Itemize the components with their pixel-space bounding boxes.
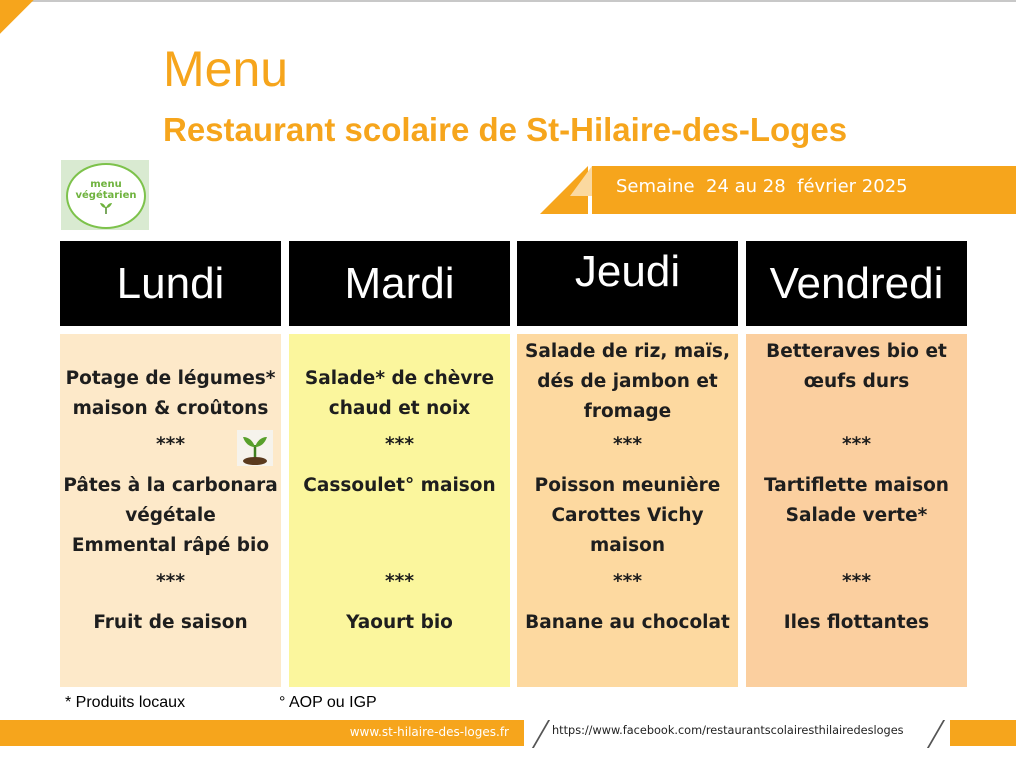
week-banner-accent — [570, 166, 592, 196]
day-header-vendredi: Vendredi — [746, 241, 967, 326]
menu-separator: *** — [841, 571, 872, 592]
menu-line: dés de jambon et — [537, 371, 718, 392]
menu-line: Carottes Vichy — [551, 505, 704, 526]
menu-line: fromage — [583, 401, 672, 422]
page-title: Menu — [163, 41, 289, 97]
logo-line-vegetarien: végétarien — [75, 190, 137, 201]
menu-line: végétale — [125, 505, 216, 526]
menu-line: Salade de riz, maïs, — [525, 341, 730, 362]
menu-line: Banane au chocolat — [525, 612, 730, 633]
menu-line: Yaourt bio — [346, 612, 453, 633]
logo-sprout-icon — [99, 202, 113, 214]
day-column-mardi — [289, 241, 510, 633]
day-menu-mardi — [289, 334, 510, 687]
menu-line: chaud et noix — [328, 398, 471, 419]
menu-line: Fruit de saison — [93, 612, 248, 633]
footer-bar-left — [0, 720, 524, 746]
top-border — [0, 0, 1016, 2]
website-link[interactable]: www.st-hilaire-des-loges.fr — [349, 725, 509, 739]
day-menu-vendredi — [746, 334, 967, 687]
sprout-icon — [237, 430, 273, 466]
menu-line: Emmental râpé bio — [71, 535, 270, 556]
menu-line: Iles flottantes — [783, 612, 930, 633]
menu-line: Salade* de chèvre — [304, 368, 495, 389]
facebook-link[interactable]: https://www.facebook.com/restaurantscolairesthilairedesloges — [552, 724, 904, 737]
day-menu-jeudi — [517, 334, 738, 687]
week-dates: Semaine 24 au 28 février 2025 — [616, 176, 908, 197]
menu-separator: *** — [155, 571, 186, 592]
day-menu-lundi — [60, 334, 281, 687]
decorative-corner-stripe — [0, 0, 179, 67]
menu-separator: *** — [384, 571, 415, 592]
footnote-local-products: * Produits locaux — [65, 694, 186, 711]
logo-line-menu: menu — [90, 178, 122, 190]
menu-separator: *** — [612, 571, 643, 592]
day-header-mardi: Mardi — [289, 241, 510, 326]
menu-line: Tartiflette maison — [764, 475, 949, 496]
footer-slash-divider — [927, 720, 945, 748]
menu-separator: *** — [384, 434, 415, 455]
menu-separator: *** — [841, 434, 872, 455]
week-banner — [592, 166, 1016, 214]
menu-line: Pâtes à la carbonara — [63, 475, 278, 496]
day-header-jeudi: Jeudi — [517, 241, 738, 326]
menu-line: Betteraves bio et — [766, 341, 947, 362]
menu-line: maison & croûtons — [72, 398, 269, 419]
day-column-lundi — [60, 241, 281, 633]
day-header-lundi: Lundi — [60, 241, 281, 326]
footnote-aop-igp: ° AOP ou IGP — [279, 694, 377, 711]
menu-line: Potage de légumes* — [65, 368, 276, 389]
menu-separator: *** — [155, 434, 186, 455]
menu-line: Poisson meunière — [534, 475, 721, 496]
day-column-jeudi — [517, 241, 738, 633]
footer-bar-right — [950, 720, 1016, 746]
logo-circle — [66, 163, 146, 229]
vegetarian-menu-logo — [61, 160, 149, 230]
footer-slash-divider — [532, 720, 550, 748]
page-subtitle: Restaurant scolaire de St-Hilaire-des-Loges — [163, 111, 848, 148]
menu-line: Salade verte* — [785, 505, 928, 526]
menu-line: maison — [590, 535, 665, 556]
day-column-vendredi — [746, 241, 967, 633]
menu-line: Cassoulet° maison — [303, 475, 496, 496]
menu-separator: *** — [612, 434, 643, 455]
menu-line: œufs durs — [803, 371, 910, 392]
